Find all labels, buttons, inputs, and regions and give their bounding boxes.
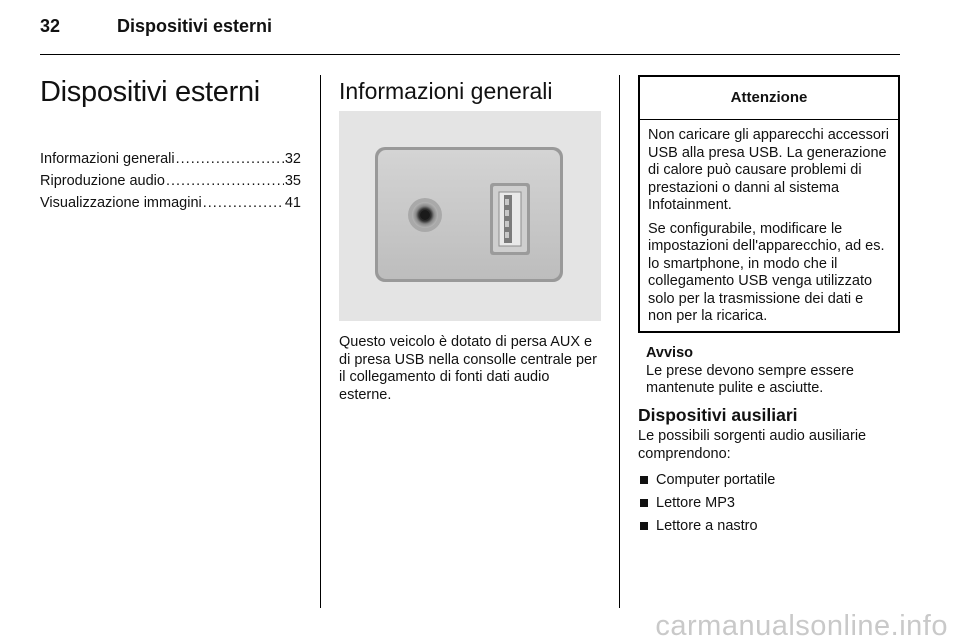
toc-leader-dots [176,151,284,167]
watermark: carmanualsonline.info [655,610,948,642]
attention-title: Attenzione [640,77,898,120]
section-title: Dispositivi esterni [40,76,260,108]
header-rule [40,54,900,55]
toc-entry[interactable] [40,195,301,217]
toc-entry-label: Informazioni generali [40,151,175,167]
attention-box [638,75,900,333]
column-divider-right [619,75,620,608]
general-info-title: Informazioni generali [339,78,553,104]
toc-entry-label: Riproduzione audio [40,173,165,189]
auxiliary-devices-intro: Le possibili sorgenti audio ausiliarie comprendono: [638,428,867,462]
aux-usb-panel-image [339,111,601,321]
notice-label: Avviso [646,345,694,361]
list-item-text: Lettore MP3 [656,494,735,511]
list-item [638,491,900,514]
square-bullet-icon [640,522,648,530]
attention-paragraph: Non caricare gli apparecchi accessori USB alla presa USB. La generazione di calore può causare problemi di prestazioni o danni al sistema Infotainment. [648,127,889,213]
notice-block [646,345,896,398]
auxiliary-devices-title: Dispositivi ausiliari [638,405,798,425]
table-of-contents [40,151,301,217]
square-bullet-icon [640,499,648,507]
toc-entry[interactable] [40,173,301,195]
toc-entry[interactable] [40,151,301,173]
list-item [638,514,900,537]
list-item-text: Computer portatile [656,471,776,488]
general-info-body: Questo veicolo è dotato di persa AUX e di presa USB nella consolle centrale per il collegamento di fonti dati audio esterne. [339,334,597,403]
auxiliary-devices-list [638,468,900,537]
list-item-text: Lettore a nastro [656,517,758,534]
toc-leader-dots [166,173,284,189]
attention-paragraph: Se configurabile, modificare le impostazioni dell'apparecchio, ad es. lo smartphone, in modo che il collegamento USB venga utilizzato solo per la trasmissione dei dati e non per la ricarica. [648,220,885,324]
toc-entry-label: Visualizzazione immagini [40,195,202,211]
toc-entry-page: 35 [284,173,301,189]
toc-entry-page: 41 [284,195,301,211]
toc-entry-page: 32 [284,151,301,167]
running-header-title: Dispositivi esterni [117,16,273,36]
notice-text: Le prese devono sempre essere mantenute pulite e asciutte. [646,362,854,396]
column-divider-left [320,75,321,608]
page-number: 32 [40,16,61,36]
list-item [638,468,900,491]
square-bullet-icon [640,476,648,484]
toc-leader-dots [203,195,284,211]
